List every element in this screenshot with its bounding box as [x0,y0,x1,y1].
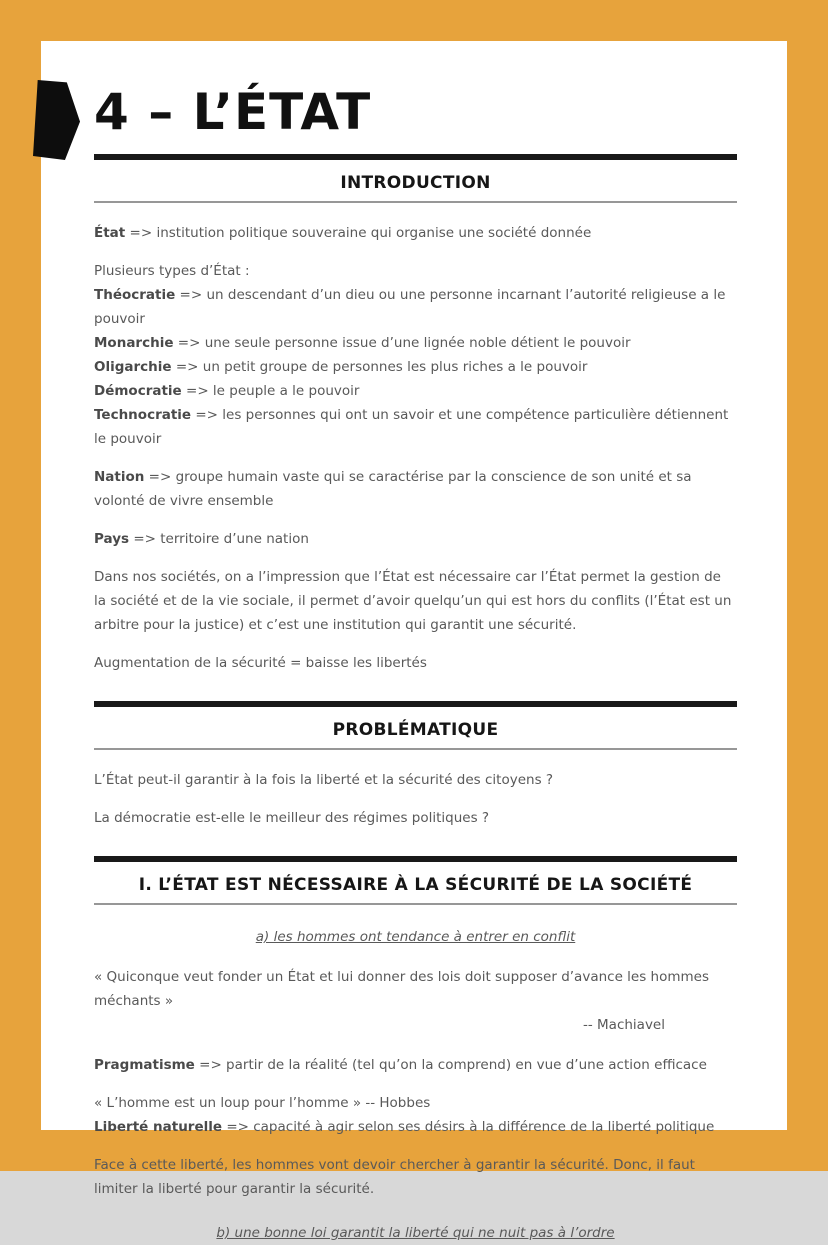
term-etat: État [94,225,126,241]
subsection-heading-b: b) une bonne loi garantit la liberté qui ne nuit pas à l’ordre [216,1225,615,1241]
section-heading-problematique: PROBLÉMATIQUE [332,720,499,740]
term-monarchie: Monarchie [94,335,174,351]
document-sheet [41,41,787,1241]
paragraph-nation-definition [94,465,737,513]
definition-nation: => groupe humain vaste qui se caractérise par la conscience de son unité et sa volonté de vivre ensemble [94,469,692,509]
definition-oligarchie: => un petit groupe de personnes les plus riches a le pouvoir [171,359,588,375]
term-pays: Pays [94,531,130,547]
section-heading-part1: I. L’ÉTAT EST NÉCESSAIRE À LA SÉCURITÉ DE LA SOCIÉTÉ [138,875,693,895]
term-oligarchie: Oligarchie [94,359,172,375]
title-rule [94,154,737,160]
paragraph-question-liberty-security: L’État peut-il garantir à la fois la liberté et la sécurité des citoyens ? [94,772,554,788]
term-theocratie: Théocratie [94,287,176,303]
problematique-top-rule [94,701,737,707]
definition-theocratie: => un descendant d’un dieu ou une personne incarnant l’autorité religieuse a le pouvoir [94,287,726,327]
definition-etat: => institution politique souveraine qui organise une société donnée [125,225,592,241]
part1-heading-rule [94,903,737,905]
definition-democratie: => le peuple a le pouvoir [181,383,360,399]
introduction-heading-rule [94,201,737,203]
subsection-heading-a: a) les hommes ont tendance à entrer en conflit [255,929,576,945]
term-nation: Nation [94,469,145,485]
paragraph-etat-definition [94,221,737,245]
paragraph-machiavel-quote: « Quiconque veut fonder un État et lui donner des lois doit supposer d’avance les hommes méchants » [94,969,710,1009]
definition-pays: => territoire d’une nation [129,531,309,547]
paragraph-security-tradeoff: Augmentation de la sécurité = baisse les libertés [94,655,427,671]
paragraph-hobbes-liberte [94,1091,737,1139]
paragraph-pays-definition [94,527,737,551]
paragraph-question-democracy: La démocratie est-elle le meilleur des régimes politiques ? [94,810,490,826]
definition-technocratie: => les personnes qui ont un savoir et une compétence particulière détiennent le pouvoir [94,407,729,447]
definition-monarchie: => une seule personne issue d’une lignée noble détient le pouvoir [173,335,631,351]
paragraph-state-necessity: Dans nos sociétés, on a l’impression que l’État est nécessaire car l’État permet la gestion de la société et de la vie sociale, il permet d’avoir quelqu’un qui est hors du conflits (l’État est un arbitre pour la justice) et c’est une institution qui garantit une sécurité. [94,569,732,633]
state-types-intro-text: Plusieurs types d’État : [94,263,250,279]
term-technocratie: Technocratie [94,407,192,423]
problematique-heading-rule [94,748,737,750]
term-liberte-naturelle: Liberté naturelle [94,1119,223,1135]
part1-top-rule [94,856,737,862]
definition-pragmatisme: => partir de la réalité (tel qu’on la comprend) en vue d’une action efficace [194,1057,707,1073]
paragraph-state-types [94,259,737,451]
definition-liberte-naturelle: => capacité à agir selon ses désirs à la différence de la liberté politique [222,1119,715,1135]
hobbes-quote-text: « L’homme est un loup pour l’homme » -- Hobbes [94,1095,431,1111]
paragraph-limit-liberty: Face à cette liberté, les hommes vont devoir chercher à garantir la sécurité. Donc, il faut limiter la liberté pour garantir la sécurité. [94,1157,695,1197]
section-heading-introduction: INTRODUCTION [340,173,491,193]
paragraph-pragmatisme-definition [94,1053,737,1077]
term-pragmatisme: Pragmatisme [94,1057,195,1073]
machiavel-quote-attribution: -- Machiavel [582,1017,665,1033]
page-title: 4 – L’ÉTAT [94,83,372,141]
term-democratie: Démocratie [94,383,182,399]
